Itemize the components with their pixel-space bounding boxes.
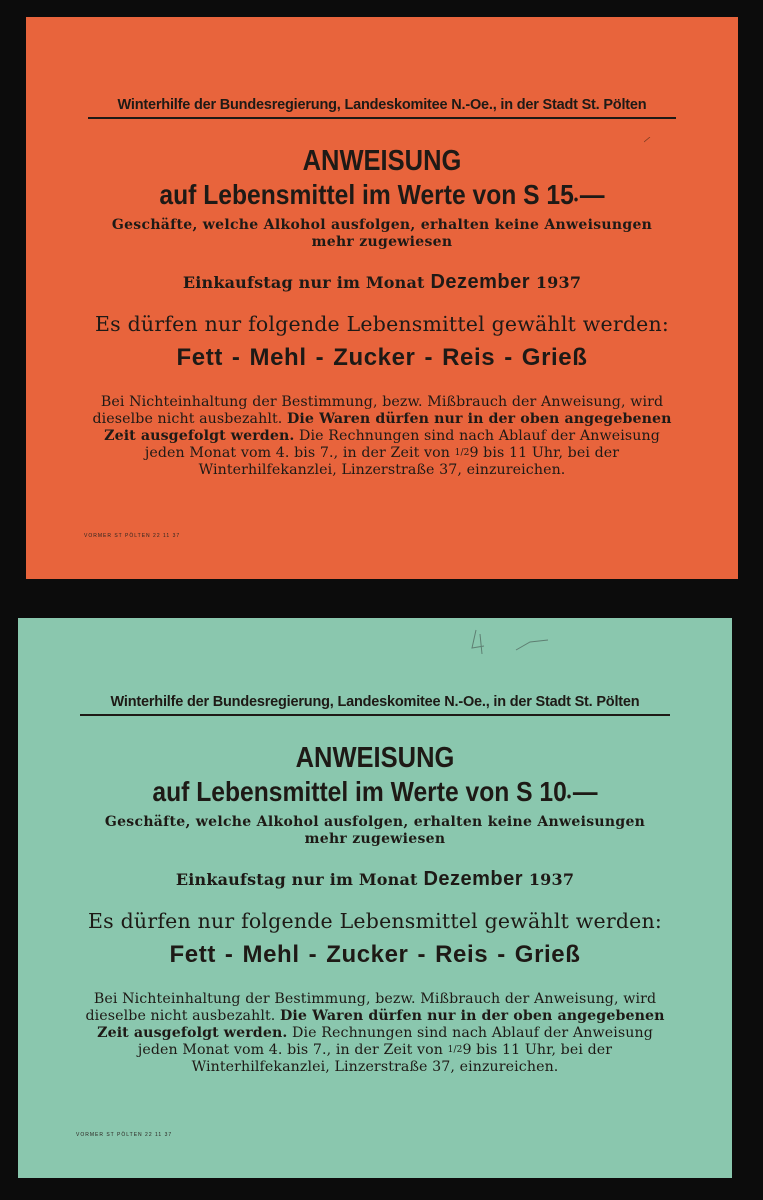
food-item: Grieß — [521, 344, 588, 371]
purchase-year: 1937 — [528, 870, 575, 889]
voucher-card-10 — [18, 618, 732, 1178]
printer-imprint: VORMER ST PÖLTEN 22 11 37 — [76, 1132, 173, 1138]
item-separator: - — [417, 941, 427, 968]
value-dash: — — [572, 776, 598, 807]
food-items-list — [88, 344, 676, 372]
paper-speck — [644, 137, 652, 143]
food-item: Grieß — [514, 941, 581, 968]
value-text: auf Lebensmittel im Werte von S 10 — [152, 776, 567, 807]
item-separator: - — [504, 344, 513, 371]
fraction-half: 1/2 — [454, 448, 470, 458]
fraction-half: 1/2 — [447, 1045, 463, 1055]
food-item: Fett — [169, 941, 216, 968]
terms-paragraph — [80, 991, 670, 1076]
terms-text-1: Bei Nichteinhaltung der Bestimmung, bezw. Mißbrauch der Anweisung, wird dieselbe nicht ausbezahlt. — [92, 394, 664, 427]
purchase-day-line — [80, 868, 670, 891]
voucher-content — [88, 97, 676, 479]
terms-text-2: Die Rechnungen sind nach Ablauf der Anweisung jeden Monat vom 4. bis 7., in der Zeit von — [137, 1025, 653, 1058]
printer-imprint: VORMER ST PÖLTEN 22 11 37 — [84, 533, 181, 539]
terms-text-3: 9 bis 11 Uhr, bei der Winterhilfekanzlei, Linzerstraße 37, einzureichen. — [198, 445, 620, 478]
food-item: Mehl — [242, 941, 300, 968]
voucher-card-15 — [26, 17, 738, 579]
voucher-content — [80, 694, 670, 1076]
allowed-foods-text: Es dürfen nur folgende Lebensmittel gewählt werden: — [88, 909, 662, 933]
terms-text-2: Die Rechnungen sind nach Ablauf der Anweisung jeden Monat vom 4. bis 7., in der Zeit von — [144, 428, 660, 461]
value-dot: • — [573, 191, 579, 207]
food-item: Zucker — [333, 344, 416, 371]
purchase-day-line — [88, 271, 676, 294]
item-separator: - — [497, 941, 506, 968]
purchase-year: 1937 — [535, 273, 582, 292]
voucher-title: ANWEISUNG — [295, 742, 455, 774]
food-items-list — [80, 941, 670, 969]
alcohol-notice-line2: mehr zugewiesen — [304, 831, 446, 847]
food-item: Reis — [442, 344, 496, 371]
food-item: Reis — [435, 941, 489, 968]
value-text: auf Lebensmittel im Werte von S 15 — [159, 179, 574, 210]
food-item: Zucker — [326, 941, 409, 968]
alcohol-notice-line1: Geschäfte, welche Alkohol ausfolgen, erhalten keine Anweisungen — [111, 217, 653, 233]
purchase-month: Dezember — [430, 271, 531, 293]
voucher-value — [123, 179, 640, 211]
value-dash: — — [579, 179, 605, 210]
purchase-prefix: Einkaufstag nur im Monat — [182, 273, 425, 292]
item-separator: - — [308, 941, 318, 968]
food-item: Fett — [176, 344, 223, 371]
purchase-prefix: Einkaufstag nur im Monat — [175, 870, 418, 889]
item-separator: - — [424, 344, 434, 371]
terms-bold-text: Die Waren dürfen nur in der oben angegebenen Zeit ausgefolgt werden. — [97, 1008, 665, 1041]
voucher-title: ANWEISUNG — [302, 145, 462, 177]
item-separator: - — [231, 344, 241, 371]
alcohol-notice-line2: mehr zugewiesen — [311, 234, 453, 250]
item-separator: - — [315, 344, 325, 371]
voucher-value — [115, 776, 634, 808]
purchase-month: Dezember — [423, 868, 524, 890]
item-separator: - — [224, 941, 234, 968]
header-organization: Winterhilfe der Bundesregierung, Landeskomitee N.-Oe., in der Stadt St. Pölten — [88, 97, 676, 119]
terms-text-3: 9 bis 11 Uhr, bei der Winterhilfekanzlei, Linzerstraße 37, einzureichen. — [191, 1042, 613, 1075]
allowed-foods-text: Es dürfen nur folgende Lebensmittel gewählt werden: — [95, 312, 669, 336]
header-organization: Winterhilfe der Bundesregierung, Landeskomitee N.-Oe., in der Stadt St. Pölten — [80, 694, 670, 716]
alcohol-notice-line1: Geschäfte, welche Alkohol ausfolgen, erhalten keine Anweisungen — [104, 814, 646, 830]
terms-paragraph — [88, 394, 676, 479]
value-dot: • — [566, 788, 572, 804]
handwritten-pencil-mark — [458, 620, 558, 660]
food-item: Mehl — [249, 344, 307, 371]
terms-text-1: Bei Nichteinhaltung der Bestimmung, bezw. Mißbrauch der Anweisung, wird dieselbe nicht ausbezahlt. — [85, 991, 657, 1024]
terms-bold-text: Die Waren dürfen nur in der oben angegebenen Zeit ausgefolgt werden. — [104, 411, 672, 444]
